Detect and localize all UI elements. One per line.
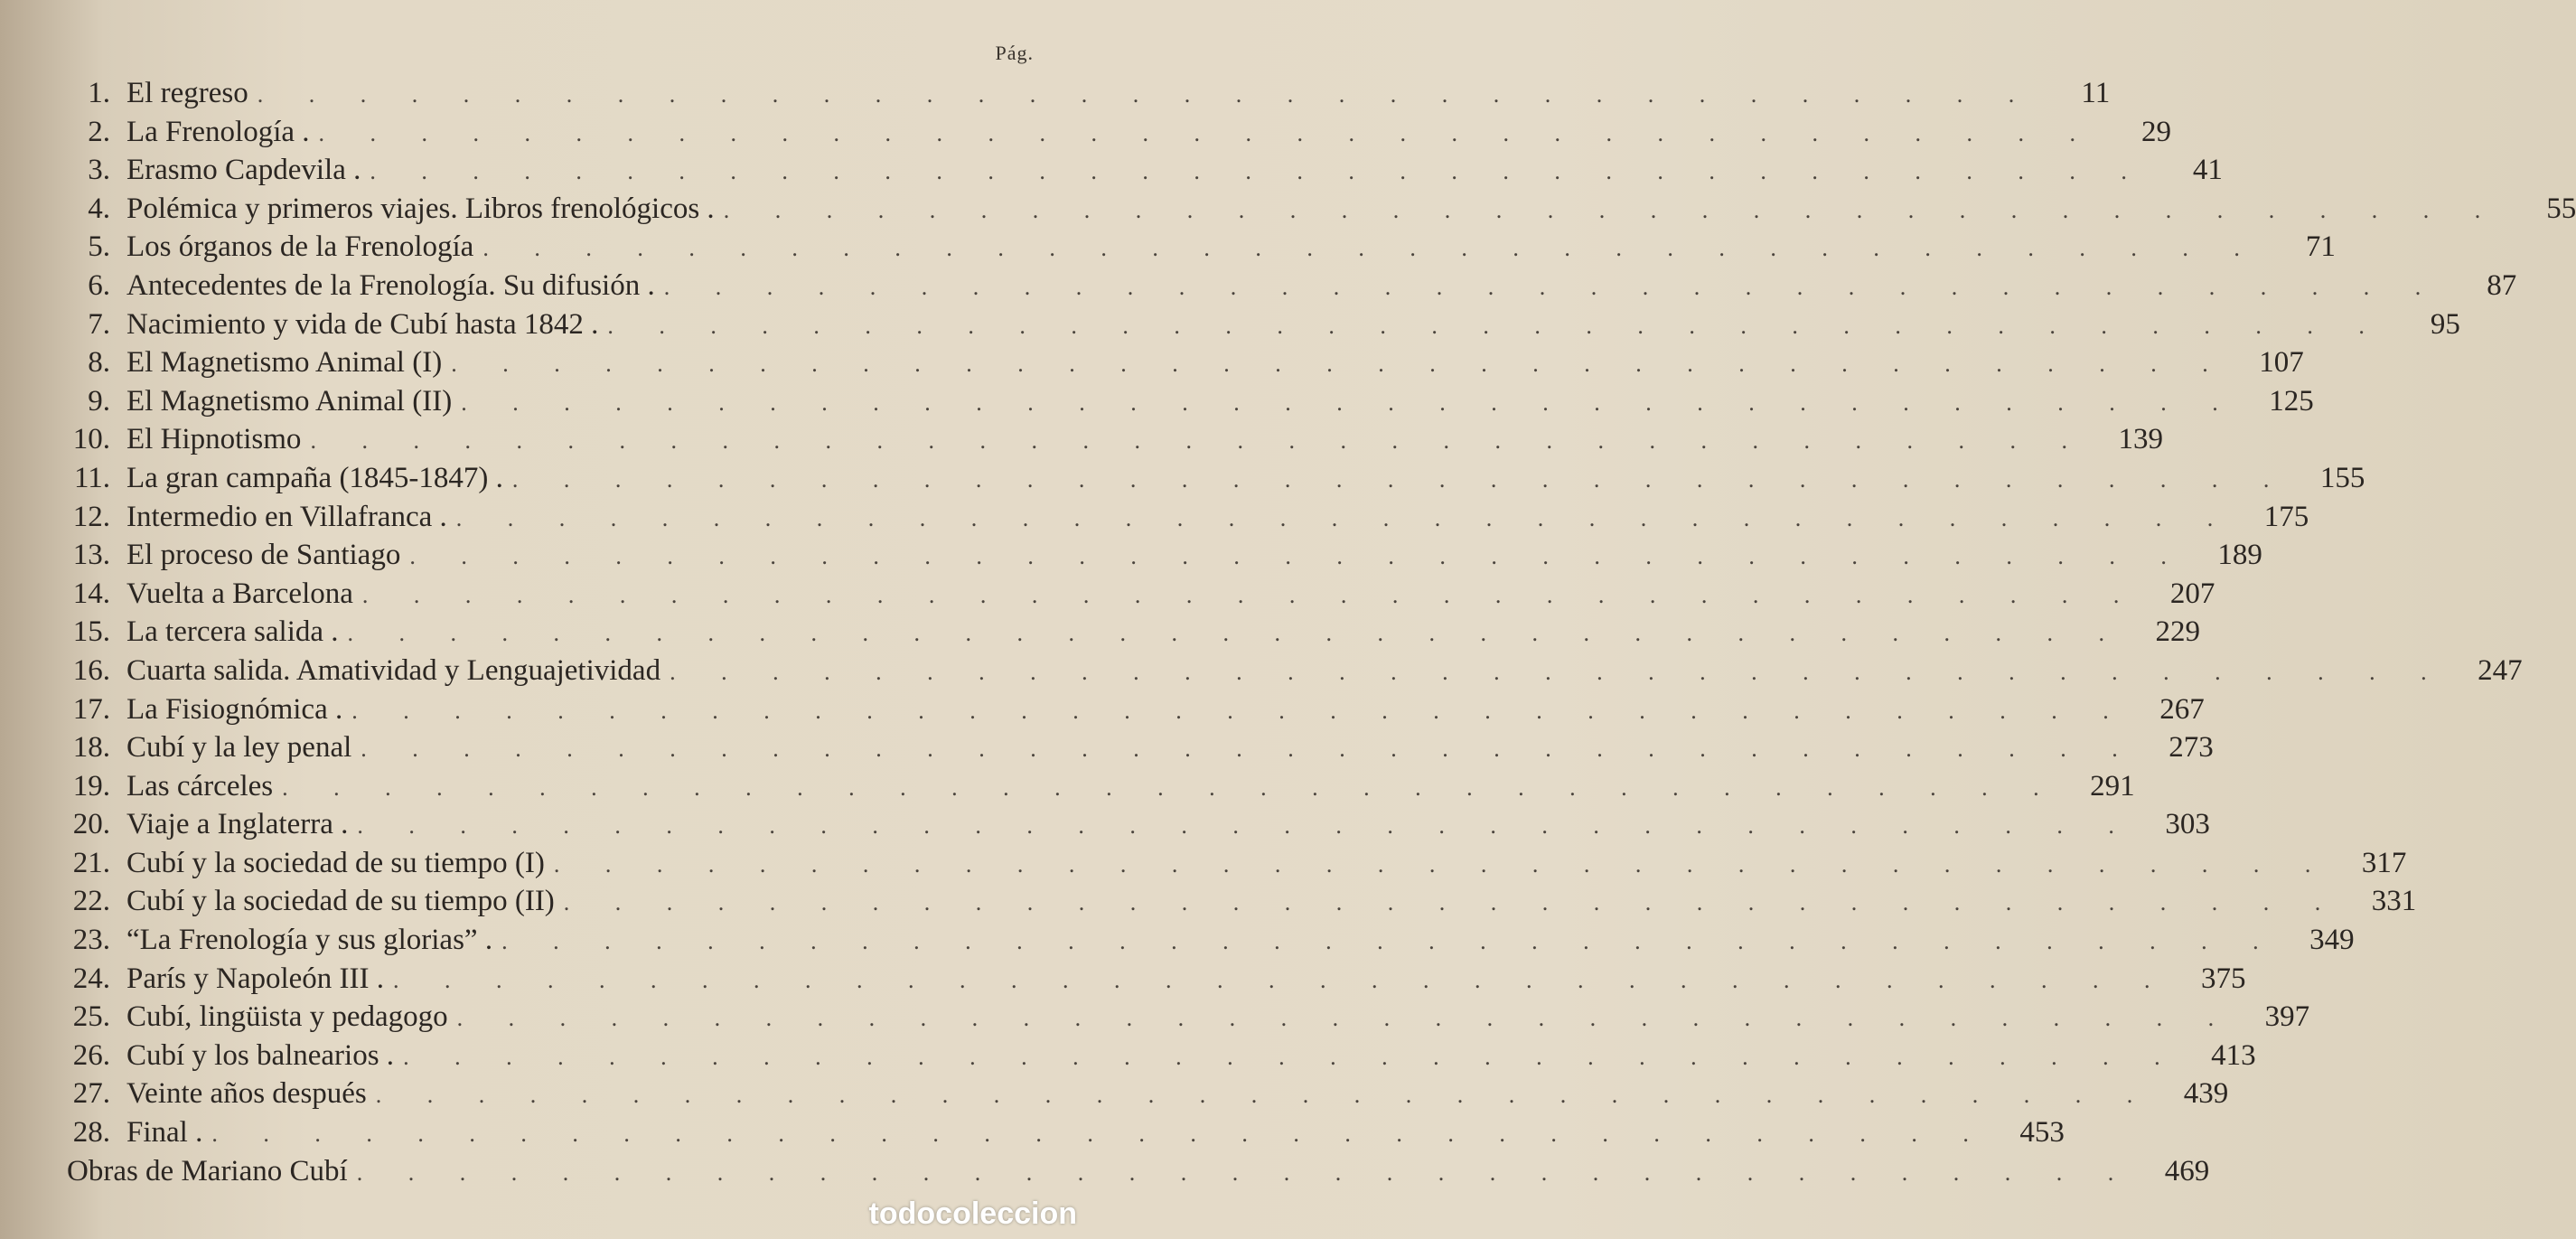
toc-entry: [40, 113, 2172, 152]
toc-entry: [40, 921, 2355, 960]
toc-entry-page: 375: [2201, 962, 2246, 995]
toc-entry-number: 18.: [72, 731, 110, 765]
toc-entry: [40, 498, 2309, 537]
dot-leader: . . . . . . . . . . . . . . . . . . . . . . . . . . . . . . . . . . .: [375, 1082, 2153, 1109]
dot-leader: . . . . . . . . . . . . . . . . . . . . . . . . . . . . . . . . . . .: [370, 158, 2147, 185]
toc-entry-page: 247: [2478, 653, 2523, 687]
toc-entry: [40, 382, 2314, 421]
dot-leader: . . . . . . . . . . . . . . . . . . . . . . . . . . . . . . . . . . .: [451, 351, 2228, 378]
toc-entry: [40, 998, 2310, 1037]
toc-entry: [40, 844, 2407, 883]
dot-leader: . . . . . . . . . . . . . . . . . . . . . . . . . . . . . . . . . . .: [211, 1121, 1989, 1148]
toc-entry-page: 41: [2192, 154, 2223, 187]
toc-entry-title: “La Frenología y sus glorias” .: [126, 924, 493, 957]
toc-entry-title: Nacimiento y vida de Cubí hasta 1842 .: [126, 307, 599, 341]
toc-entry: [40, 420, 2163, 459]
dot-leader: . . . . . . . . . . . . . . . . . . . . . . . . . . . . . . . . . . .: [361, 736, 2138, 763]
toc-entry-title: Vuelta a Barcelona: [126, 577, 353, 610]
toc-entry-page: 397: [2264, 1000, 2310, 1034]
toc-entry: [40, 728, 2214, 767]
toc-entry-number: 24.: [72, 962, 110, 995]
toc-entry-page: 207: [2169, 577, 2215, 610]
toc-entry-number: 4.: [88, 192, 110, 225]
toc-entry: [40, 882, 2417, 921]
toc-entry-number: 7.: [88, 307, 110, 341]
dot-leader: . . . . . . . . . . . . . . . . . . . . . . . . . . . . . . . . . . .: [663, 273, 2441, 300]
toc-entry-page: 349: [2309, 924, 2355, 957]
toc-entry-number: 22.: [72, 885, 110, 918]
dot-leader: . . . . . . . . . . . . . . . . . . . . . . . . . . . . . . . . . . .: [318, 119, 2096, 146]
toc-entry-title: Las cárceles: [126, 769, 274, 803]
dot-leader: . . . . . . . . . . . . . . . . . . . . . . . . . . . . . . . . . . .: [409, 543, 2187, 570]
toc-entry-number: 9.: [88, 384, 110, 418]
toc-entry-title: Veinte años después: [126, 1077, 367, 1111]
toc-entry: [40, 305, 2460, 344]
toc-entry: [40, 652, 2523, 690]
toc-entry-title: Cubí y la sociedad de su tiempo (II): [126, 885, 555, 918]
toc-entry-title: Viaje a Inglaterra .: [126, 808, 349, 841]
toc-entry-page: 155: [2319, 461, 2365, 494]
toc-entry-title: Antecedentes de la Frenología. Su difusión .: [126, 268, 655, 302]
toc-entry-title: El Magnetismo Animal (II): [126, 384, 453, 418]
toc-entry-title: El Hipnotismo: [126, 423, 302, 456]
toc-entry-works: [40, 1152, 2210, 1191]
dot-leader: . . . . . . . . . . . . . . . . . . . . . . . . . . . . . . . . . . .: [723, 196, 2501, 223]
dot-leader: . . . . . . . . . . . . . . . . . . . . . . . . . . . . . . . . . . .: [501, 928, 2279, 955]
toc-entry-number: 26.: [72, 1038, 110, 1072]
toc-entry: [40, 613, 2201, 652]
toc-entry-page: 125: [2269, 384, 2314, 418]
toc-entry-number: 3.: [88, 154, 110, 187]
dot-leader: . . . . . . . . . . . . . . . . . . . . . . . . . . . . . . . . . . .: [347, 620, 2125, 647]
toc-entry: [40, 74, 2111, 113]
toc-entry-title: Intermedio en Villafranca .: [126, 500, 447, 533]
toc-entry-page: 469: [2164, 1154, 2210, 1187]
toc-entry-number: 25.: [72, 1000, 110, 1034]
toc-entry-title: Erasmo Capdevila .: [126, 154, 361, 187]
toc-entry: [40, 267, 2517, 305]
toc-entry-title: Cubí y los balnearios .: [126, 1038, 395, 1072]
toc-entry-number: 2.: [88, 115, 110, 148]
toc-entry-title: Cuarta salida. Amatividad y Lenguajetividad: [126, 653, 661, 687]
toc-entry: [40, 151, 2223, 190]
toc-entry-page: 267: [2159, 692, 2205, 726]
toc-entry-number: 23.: [72, 924, 110, 957]
toc-entry-number: 27.: [72, 1077, 110, 1111]
toc-entry-title: El regreso: [126, 77, 248, 109]
toc-entry-number: 16.: [72, 653, 110, 687]
toc-entry-title: Cubí y la sociedad de su tiempo (I): [126, 846, 545, 879]
dot-leader: . . . . . . . . . . . . . . . . . . . . . . . . . . . . . . . . . . .: [403, 1043, 2180, 1070]
toc-entry: [40, 536, 2262, 575]
toc-entry-number: 11.: [73, 461, 110, 494]
toc-entry-number: 12.: [72, 500, 110, 533]
toc-entry-page: 71: [2305, 230, 2336, 264]
toc-entry-page: 11: [2081, 77, 2111, 109]
toc-entry: [40, 767, 2135, 806]
dot-leader: . . . . . . . . . . . . . . . . . . . . . . . . . . . . . . . . . . .: [563, 889, 2341, 916]
toc-entry-title: El proceso de Santiago: [126, 539, 401, 572]
toc-entry: [40, 805, 2210, 844]
toc-entry-page: 229: [2155, 615, 2201, 649]
toc-entry-number: 8.: [88, 346, 110, 380]
page-column-label: Pág.: [995, 42, 1034, 64]
dot-leader: . . . . . . . . . . . . . . . . . . . . . . . . . . . . . . . . . . .: [607, 312, 2384, 339]
toc-entry-title: Cubí, lingüista y pedagogo: [126, 1000, 448, 1034]
toc-entry-page: 331: [2371, 885, 2417, 918]
dot-leader: . . . . . . . . . . . . . . . . . . . . . . . . . . . . . . . . . . .: [461, 389, 2238, 416]
toc-entry-title: París y Napoleón III .: [126, 962, 385, 995]
toc-entry-page: 291: [2090, 769, 2135, 803]
dot-leader: . . . . . . . . . . . . . . . . . . . . . . . . . . . . . . . . . . .: [456, 1005, 2234, 1032]
toc-entry: [40, 575, 2215, 614]
toc-entry-number: 19.: [72, 769, 110, 803]
toc-entry-page: 29: [2141, 115, 2172, 148]
dot-leader: . . . . . . . . . . . . . . . . . . . . . . . . . . . . . . . . . . .: [357, 812, 2134, 840]
toc-entry-number: 20.: [72, 808, 110, 841]
dot-leader: . . . . . . . . . . . . . . . . . . . . . . . . . . . . . . . . . . .: [282, 774, 2059, 801]
toc-entry-title: Obras de Mariano Cubí: [67, 1154, 348, 1187]
toc-entry-number: 14.: [72, 577, 110, 610]
dot-leader: . . . . . . . . . . . . . . . . . . . . . . . . . . . . . . . . . . .: [393, 966, 2170, 993]
dot-leader: . . . . . . . . . . . . . . . . . . . . . . . . . . . . . . . . . . .: [553, 850, 2331, 878]
dot-leader: . . . . . . . . . . . . . . . . . . . . . . . . . . . . . . . . . . .: [511, 465, 2290, 493]
toc-entry-page: 273: [2169, 731, 2214, 765]
toc-entry: [40, 190, 2576, 229]
toc-entry-number: 28.: [72, 1116, 110, 1150]
toc-entry-title: Polémica y primeros viajes. Libros frenológicos .: [126, 192, 715, 225]
watermark: todocoleccion: [868, 1197, 1077, 1231]
toc-entry-page: 175: [2263, 500, 2309, 533]
dot-leader: . . . . . . . . . . . . . . . . . . . . . . . . . . . . . . . . . . .: [482, 235, 2260, 262]
dot-leader: . . . . . . . . . . . . . . . . . . . . . . . . . . . . . . . . . . .: [361, 581, 2140, 608]
toc-entry-number: 10.: [72, 423, 110, 456]
toc-entry: [40, 459, 2365, 498]
toc-entry: [40, 343, 2304, 382]
toc-entry-title: La gran campaña (1845-1847) .: [126, 461, 503, 494]
toc-entry-page: 107: [2259, 346, 2304, 380]
toc-entry-page: 95: [2430, 307, 2460, 341]
toc-entry-page: 55: [2546, 192, 2576, 225]
dot-leader: . . . . . . . . . . . . . . . . . . . . . . . . . . . . . . . . . . .: [670, 658, 2447, 685]
dot-leader: . . . . . . . . . . . . . . . . . . . . . . . . . . . . . . . . . . .: [356, 1159, 2134, 1186]
toc-entry-number: 6.: [88, 268, 110, 302]
toc-entry-title: La Frenología .: [126, 115, 310, 148]
toc-entry-number: 15.: [72, 615, 110, 649]
toc-entry-page: 317: [2361, 846, 2407, 879]
toc-entry-title: La tercera salida .: [126, 615, 339, 649]
toc-entry-page: 413: [2211, 1038, 2256, 1072]
toc-entry-title: Final .: [126, 1116, 203, 1150]
dot-leader: . . . . . . . . . . . . . . . . . . . . . . . . . . . . . . . . . . .: [455, 504, 2234, 531]
toc-entry-number: 13.: [72, 539, 110, 572]
toc-entry: [40, 1113, 2065, 1152]
toc-entry-number: 5.: [88, 230, 110, 264]
toc-entry-title: La Fisiognómica .: [126, 692, 343, 726]
toc-entry-page: 139: [2118, 423, 2163, 456]
toc-entry-page: 303: [2165, 808, 2210, 841]
dot-leader: . . . . . . . . . . . . . . . . . . . . . . . . . . . . . . . . . . .: [310, 427, 2087, 455]
toc-entry-number: 21.: [72, 846, 110, 879]
toc-entry-page: 189: [2217, 539, 2262, 572]
toc-entry-page: 87: [2487, 268, 2517, 302]
table-of-contents: [40, 74, 2576, 1190]
toc-entry: [40, 1075, 2229, 1113]
toc-entry-page: 453: [2019, 1116, 2065, 1150]
dot-leader: . . . . . . . . . . . . . . . . . . . . . . . . . . . . . . . . . . .: [257, 81, 2035, 108]
toc-entry-title: Cubí y la ley penal: [126, 731, 352, 765]
toc-entry-number: 1.: [88, 77, 110, 109]
toc-entry-title: Los órganos de la Frenología: [126, 230, 474, 264]
toc-entry-title: El Magnetismo Animal (I): [126, 346, 443, 380]
toc-entry-page: 439: [2183, 1077, 2229, 1111]
toc-entry-number: 17.: [72, 692, 110, 726]
dot-leader: . . . . . . . . . . . . . . . . . . . . . . . . . . . . . . . . . . .: [351, 697, 2129, 724]
toc-entry: [40, 228, 2336, 267]
toc-entry: [40, 1037, 2256, 1075]
toc-entry: [40, 960, 2246, 999]
toc-entry: [40, 690, 2205, 729]
